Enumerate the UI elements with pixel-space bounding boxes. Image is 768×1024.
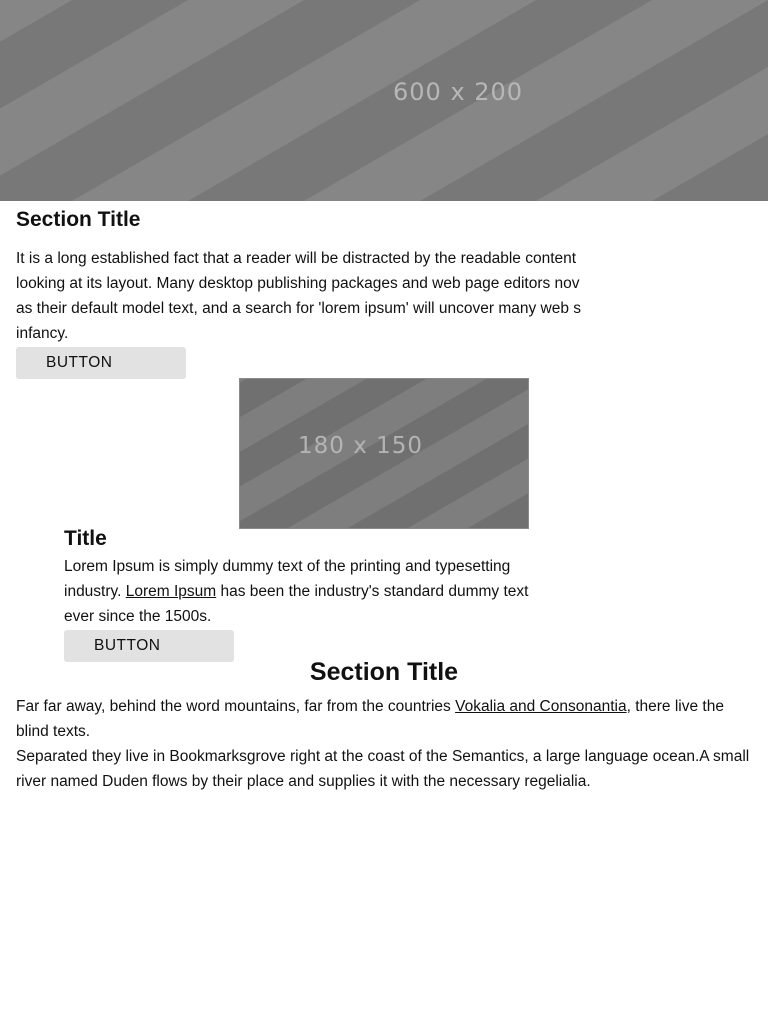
card-text-line: Lorem Ipsum is simply dummy text of the printing and typesetting	[64, 558, 511, 575]
card-title: Title	[64, 527, 107, 550]
paragraph-line: looking at its layout. Many desktop publishing packages and web page editors nov	[16, 275, 580, 292]
card-text-suffix: has been the industry's standard dummy text	[216, 583, 529, 600]
hero-placeholder-image	[0, 0, 768, 201]
card-text-line	[64, 579, 724, 604]
vokalia-consonantia-link[interactable]: Vokalia and Consonantia	[455, 698, 627, 715]
lorem-ipsum-link[interactable]: Lorem Ipsum	[125, 583, 217, 600]
section-button[interactable]: BUTTON	[16, 347, 186, 379]
hero-image-size-label: 600 x 200	[393, 78, 524, 106]
paragraph-text: , there live the blind texts.	[16, 698, 724, 740]
paragraph-line: It is a long established fact that a reader will be distracted by the readable content	[16, 250, 577, 267]
card-text	[64, 554, 724, 629]
section-title: Section Title	[16, 208, 141, 231]
card-image-size-label: 180 x 150	[298, 433, 424, 459]
paragraph-text: Far far away, behind the word mountains, far from the countries	[16, 698, 456, 715]
card-placeholder-image	[239, 378, 529, 529]
card-button[interactable]: BUTTON	[64, 630, 234, 662]
card-text-prefix: industry.	[64, 583, 126, 600]
card-text-line: ever since the 1500s.	[64, 608, 212, 625]
paragraph-line: as their default model text, and a search for 'lorem ipsum' will uncover many web s	[16, 300, 582, 317]
section2-paragraph-1	[16, 694, 756, 744]
section-paragraph	[16, 246, 768, 346]
paragraph-line: infancy.	[16, 325, 69, 342]
section-title-centered: Section Title	[309, 658, 459, 686]
section2-text	[16, 694, 756, 794]
section2-paragraph-2: Separated they live in Bookmarksgrove right at the coast of the Semantics, a large language ocean.A small river named Duden flows by their place and supplies it with the necessary regelialia.	[16, 748, 750, 790]
